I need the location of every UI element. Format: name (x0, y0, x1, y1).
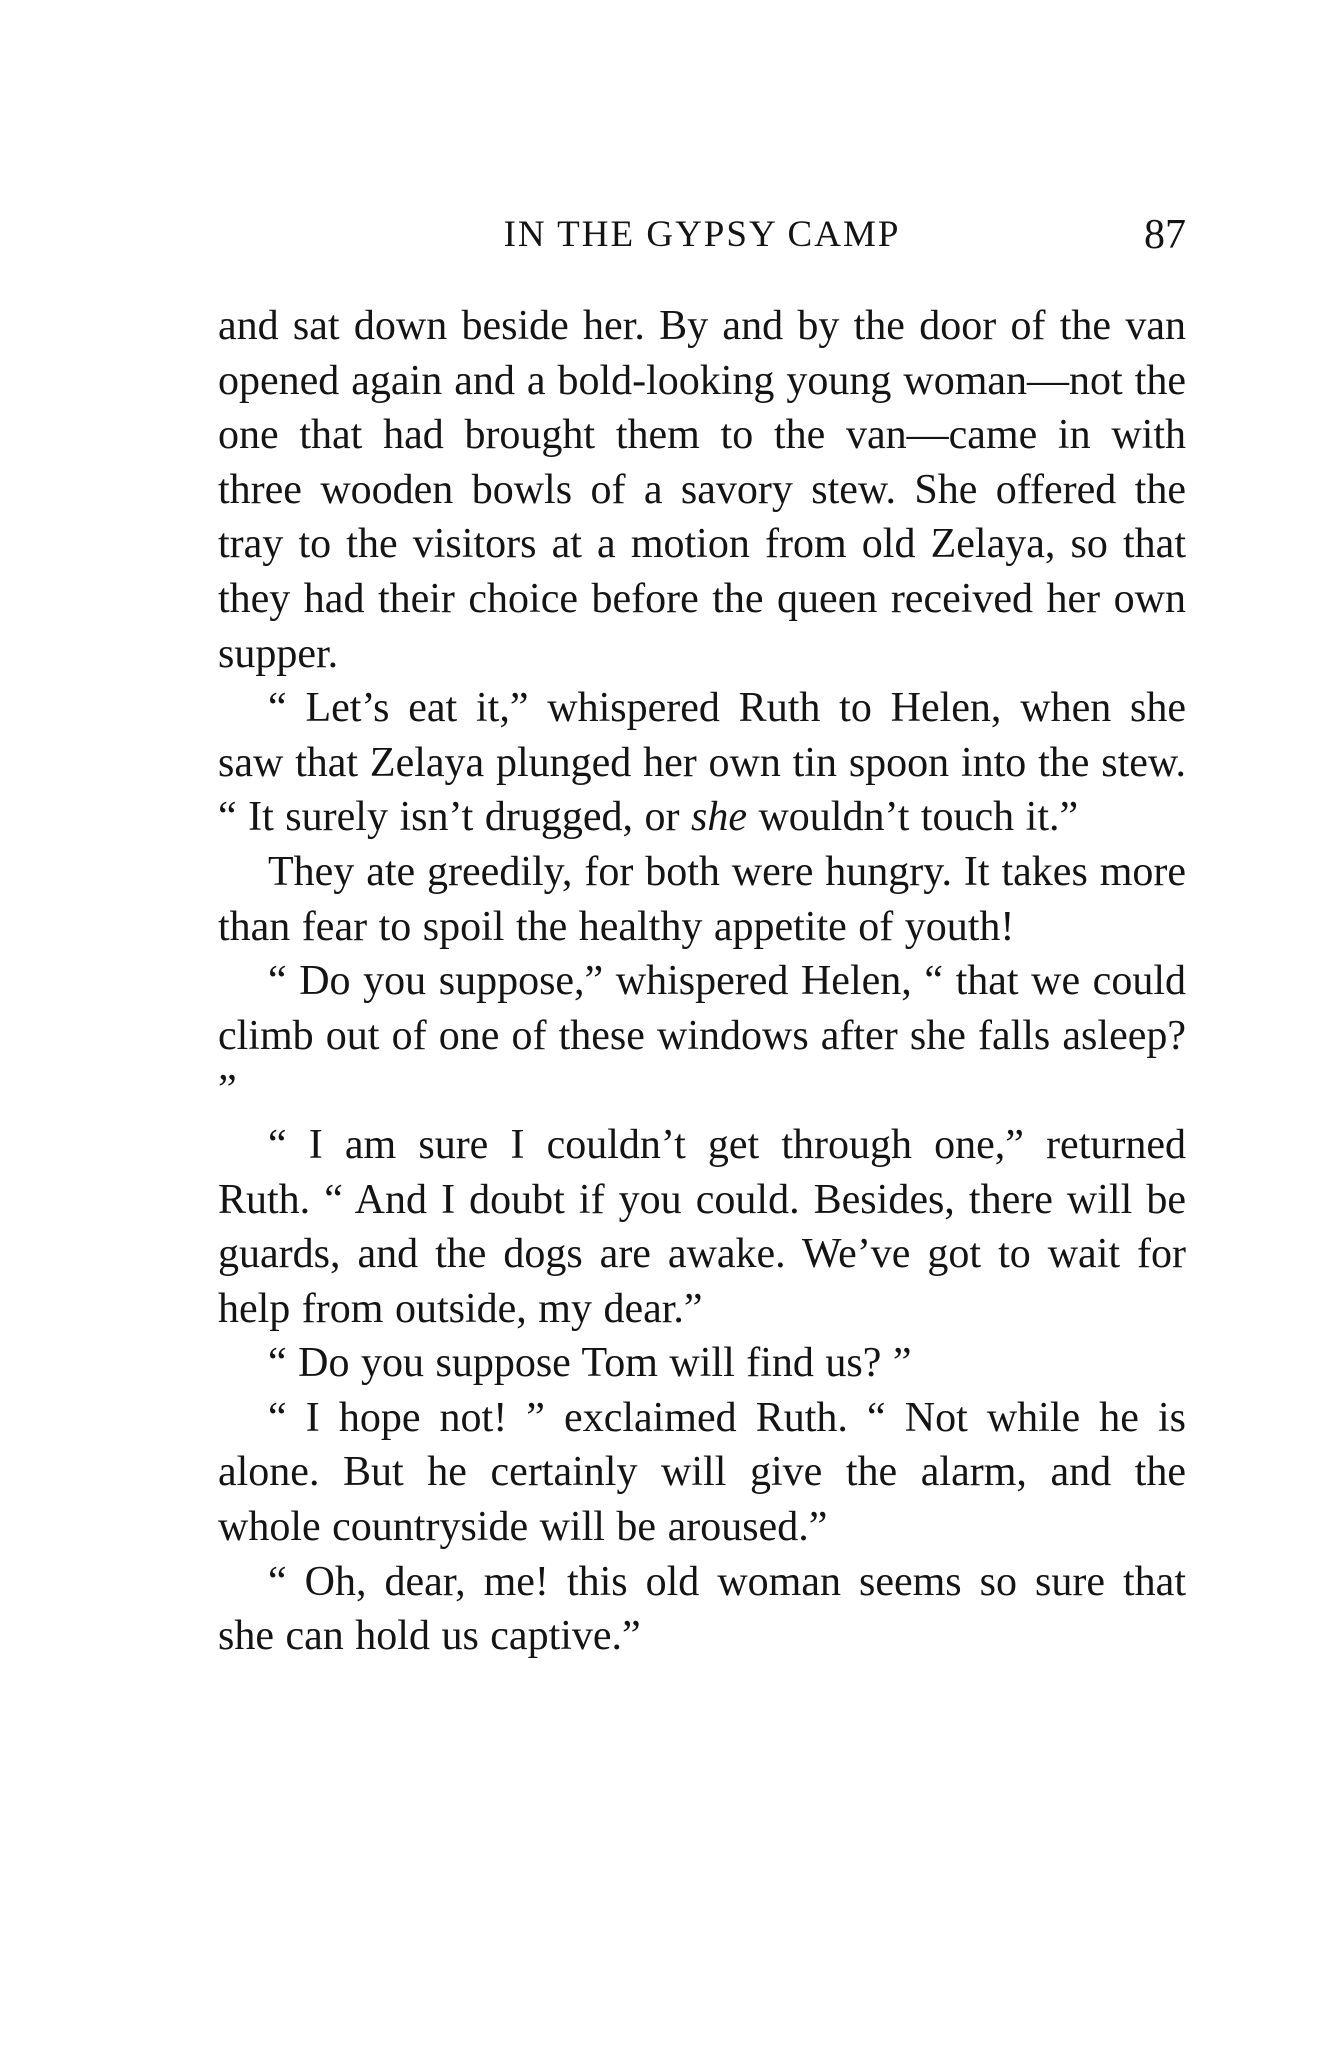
paragraph-8: “ Oh, dear, me! this old woman seems so sure that she can hold us captive.” (218, 1558, 1186, 1660)
paragraph-4: “ Do you suppose,” whispered Helen, “ that we could climb out of one of these windows after she falls asleep? ” (218, 958, 1186, 1114)
paragraph-3: They ate greedily, for both were hungry. It takes more than fear to spoil the healthy appetite of youth! (218, 848, 1186, 950)
paragraph-5: “ I am sure I couldn’t get through one,” returned Ruth. “ And I doubt if you could. Besides, there will be guards, and the dogs are awake. We’ve got to wait for help from outside, my dear.” (218, 1121, 1186, 1332)
paragraph-2-text-a: “ Let’s eat it,” whispered Ruth to Helen, when she saw that Zelaya plunged her own tin spoon into the stew. “ It surely isn’t drugged, or (218, 685, 1186, 841)
running-head: IN THE GYPSY CAMP (503, 214, 901, 255)
paragraph-7: “ I hope not! ” exclaimed Ruth. “ Not while he is alone. But he certainly will give the alarm, and the whole countryside will be aroused.” (218, 1394, 1186, 1551)
paragraph-6: “ Do you suppose Tom will find us? ” (268, 1340, 912, 1387)
emphasis-she: she (690, 794, 747, 841)
page-number: 87 (1144, 212, 1186, 258)
paragraph-2 (218, 681, 1186, 845)
paragraph-1: and sat down beside her. By and by the door of the van opened again and a bold-looking young woman—not the one that had brought them to the van—came in with three wooden bowls of a savory stew. She offered the tray to the visitors at a motion from old Zelaya, so that they had their choice before the queen received her own supper. (218, 303, 1186, 677)
body-text (218, 299, 1186, 1664)
page-header (218, 205, 1186, 265)
paragraph-2-text-b: wouldn’t touch it.” (746, 794, 1079, 841)
